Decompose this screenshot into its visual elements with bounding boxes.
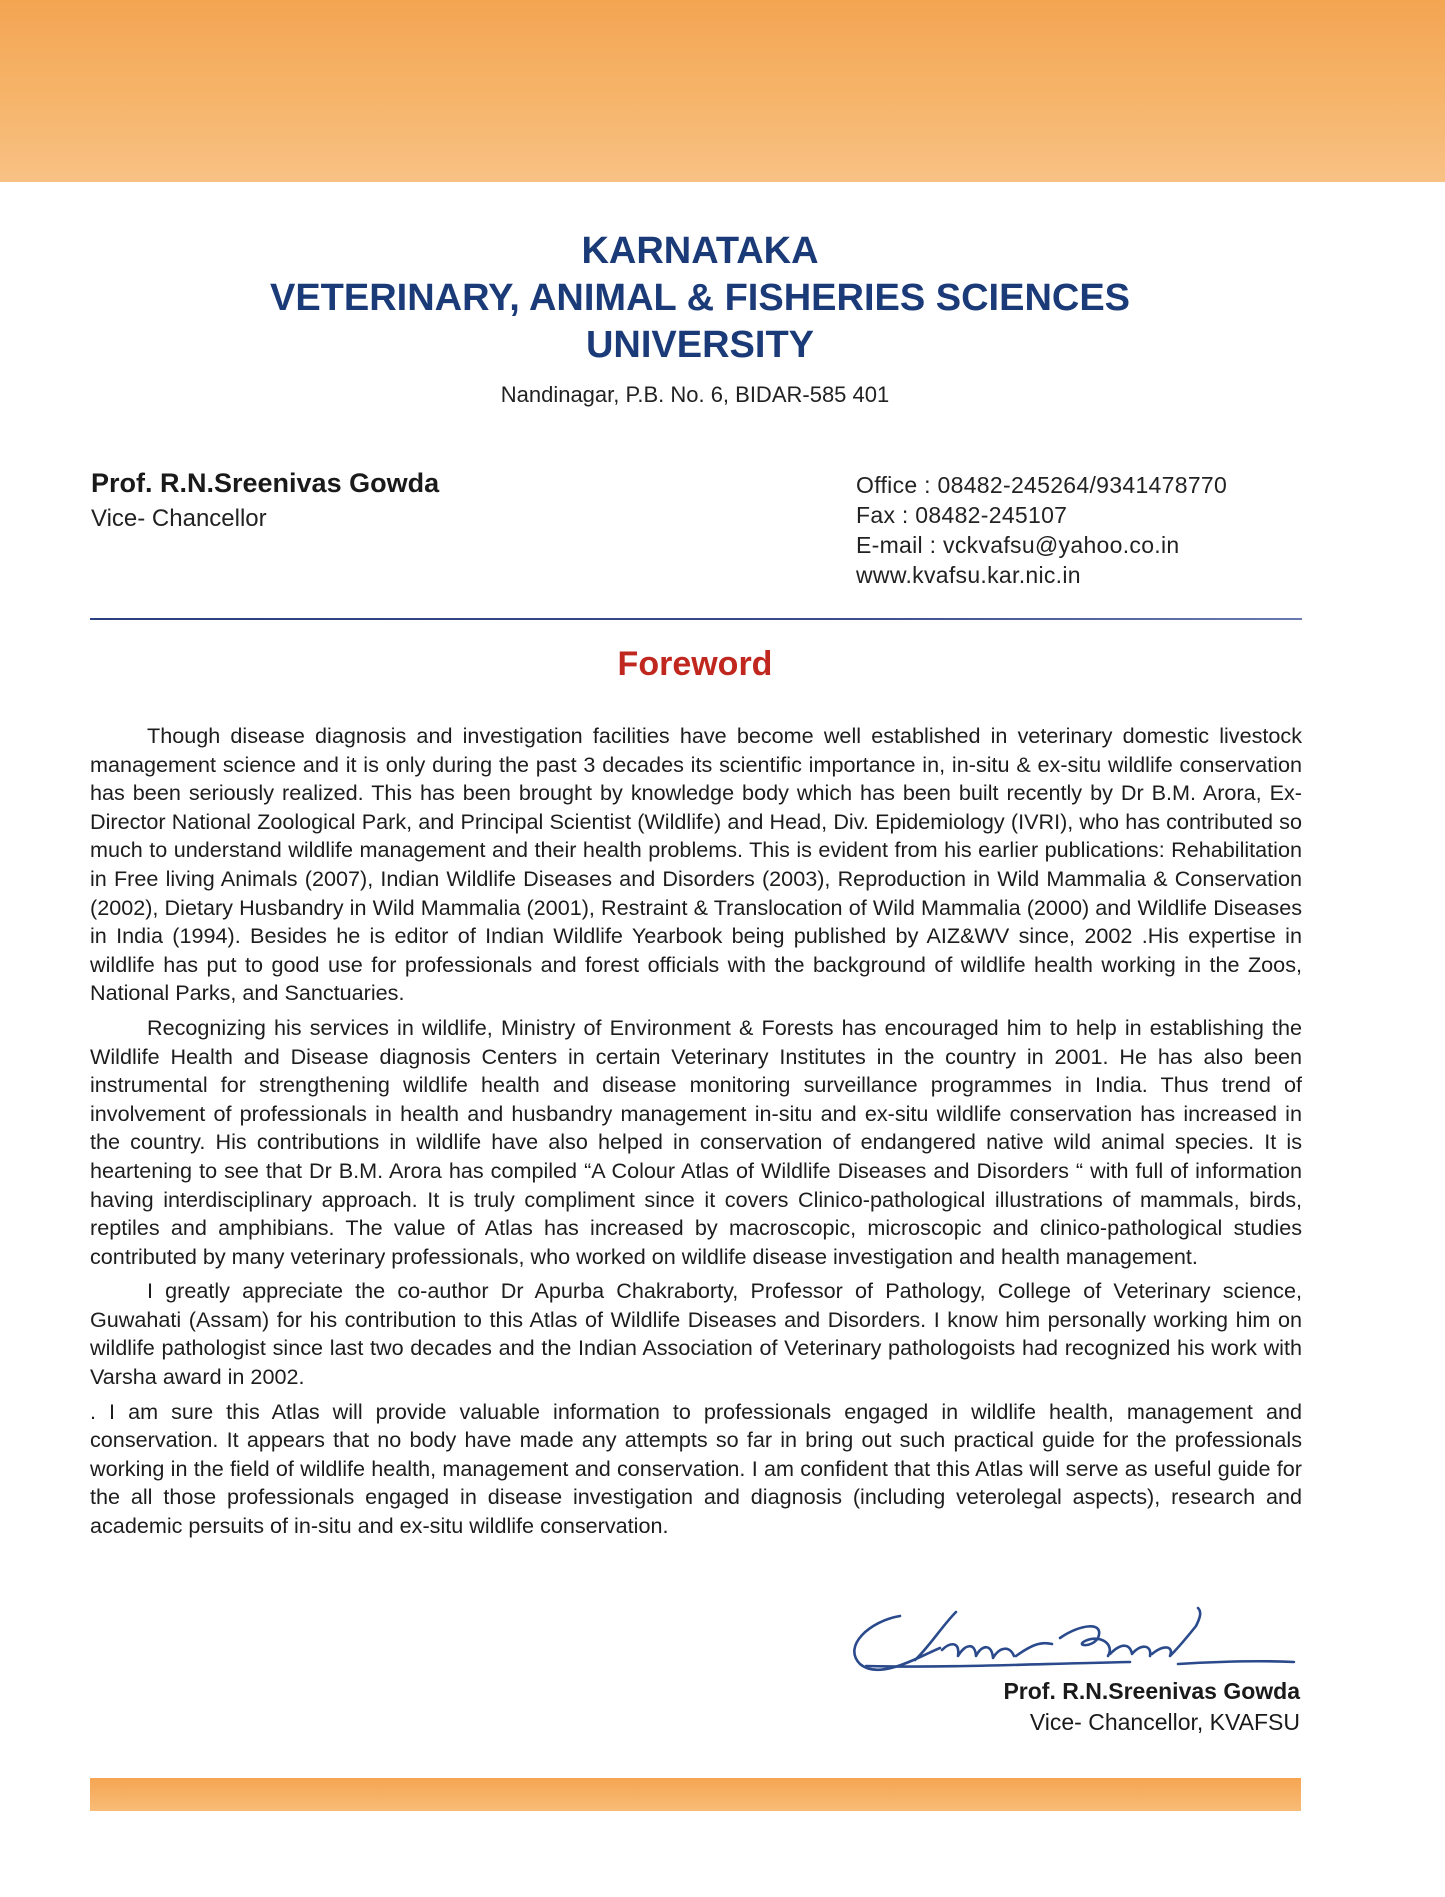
university-name-line-2: VETERINARY, ANIMAL & FISHERIES SCIENCES [269,277,1131,319]
university-address: Nandinagar, P.B. No. 6, BIDAR-585 401 [500,382,890,407]
signoff-name: Prof. R.N.Sreenivas Gowda [1003,1678,1300,1704]
fax-number: Fax : 08482-245107 [856,502,1068,528]
bottom-decorative-band [90,1778,1301,1811]
foreword-heading: Foreword [617,645,773,683]
university-name-line-1: KARNATAKA [581,230,819,272]
email-address: E-mail : vckvafsu@yahoo.co.in [856,532,1180,558]
top-decorative-band [0,0,1445,182]
contact-block [856,470,1227,590]
header-divider [90,618,1302,620]
foreword-paragraph: . I am sure this Atlas will provide valuable information to professionals engaged in wildlife health, management and conservation. It appears that no body have made any attempts so far in bring out such practical guide for the professionals working in the field of wildlife health, management and conservation. I am confident that this Atlas will serve as useful guide for the all those professionals engaged in disease investigation and diagnosis (including veterolegal aspects), research and academic persuits of in-situ and ex-situ wildlife conservation. [90,1398,1302,1539]
website-url: www.kvafsu.kar.nic.in [856,562,1081,588]
office-phone: Office : 08482-245264/9341478770 [856,472,1228,498]
foreword-body [90,722,1302,1547]
foreword-paragraph: Though disease diagnosis and investigation facilities have become well established in veterinary domestic livestock management science and it is only during the past 3 decades its scientific importance in, in-situ & ex-situ wildlife conservation has been seriously realized. This has been brought by knowledge body which has been built recently by Dr B.M. Arora, Ex-Director National Zoological Park, and Principal Scientist (Wildlife) and Head, Div. Epidemiology (IVRI), who has contributed so much to understand wildlife management and their health problems. This is evident from his earlier publications: Rehabilitation in Free living Animals (2007), Indian Wildlife Diseases and Disorders (2003), Reproduction in Wild Mammalia & Conservation (2002), Dietary Husbandry in Wild Mammalia (2001), Restraint & Translocation of Wild Mammalia (2000) and Wildlife Diseases in India (1994). Besides he is editor of Indian Wildlife Yearbook being published by AIZ&WV since, 2002 .His expertise in wildlife has put to good use for professionals and forest officials with the background of wildlife health working in the Zoos, National Parks, and Sanctuaries. [90,723,1302,1006]
foreword-paragraph: Recognizing his services in wildlife, Ministry of Environment & Forests has encouraged him to help in establishing the Wildlife Health and Disease diagnosis Centers in certain Veterinary Institutes in the country in 2001. He has also been instrumental for strengthening wildlife health and disease monitoring surveillance programmes in India. Thus trend of involvement of professionals in health and husbandry management in-situ and ex-situ wildlife conservation has increased in the country. His contributions in wildlife have also helped in conservation of endangered native wild animal species. It is heartening to see that Dr B.M. Arora has compiled “A Colour Atlas of Wildlife Diseases and Disorders “ with full of information having interdisciplinary approach. It is truly compliment since it covers Clinico-pathological illustrations of mammals, birds, reptiles and amphibians. The value of Atlas has increased by macroscopic, microscopic and clinico-pathological studies contributed by many veterinary professionals, who worked on wildlife disease investigation and health management. [90,1014,1302,1269]
signoff-title: Vice- Chancellor, KVAFSU [1029,1709,1300,1735]
author-name: Prof. R.N.Sreenivas Gowda [91,468,440,498]
university-name-line-3: UNIVERSITY [585,324,815,366]
author-title: Vice- Chancellor [91,505,267,532]
foreword-paragraph: I greatly appreciate the co-author Dr Apurba Chakraborty, Professor of Pathology, College of Veterinary science, Guwahati (Assam) for his contribution to this Atlas of Wildlife Diseases and Disorders. I know him personally working him on wildlife pathologist since last two decades and the Indian Association of Veterinary pathologoists had recognized his work with Varsha award in 2002. [90,1278,1302,1390]
